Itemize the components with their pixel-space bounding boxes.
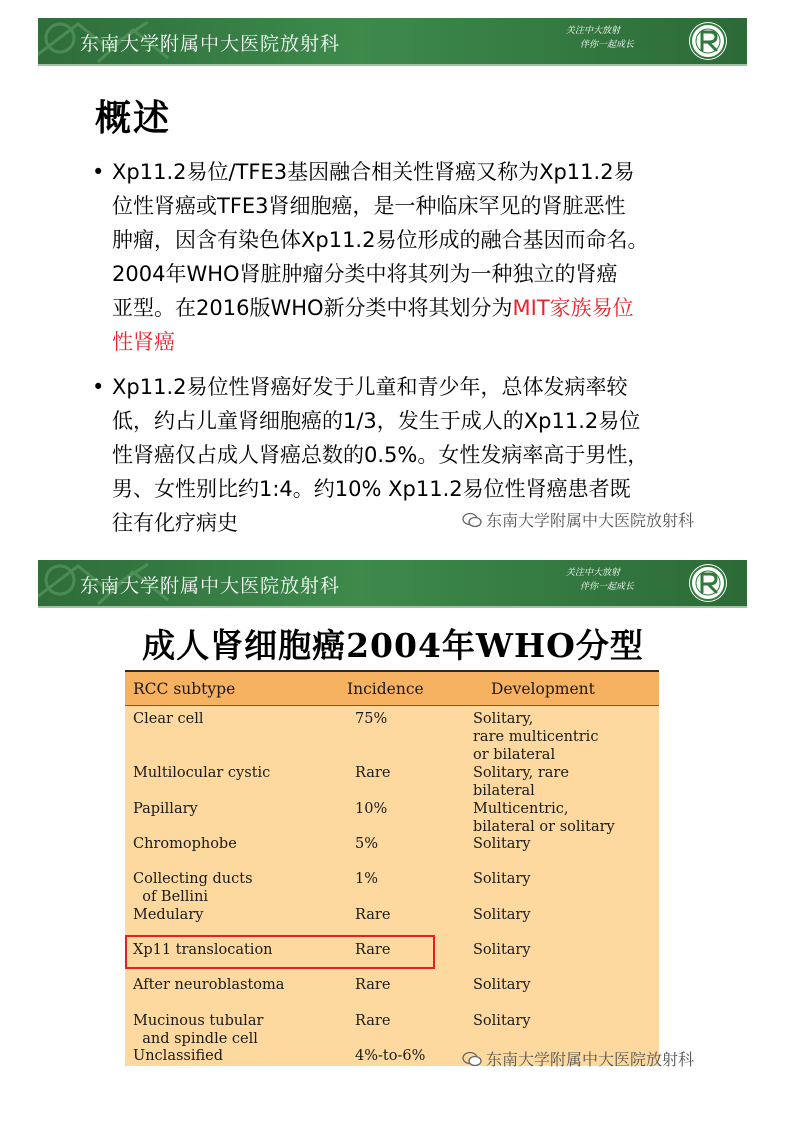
cell-line: 75% xyxy=(355,711,388,727)
header-underline xyxy=(38,606,747,608)
cell-line: Chromophobe xyxy=(133,836,237,852)
xp11-highlight-box xyxy=(125,935,435,969)
column-header: RCC subtype xyxy=(133,680,236,698)
cell-line: Rare xyxy=(355,977,391,993)
cell-development xyxy=(473,870,531,888)
header-institution: 东南大学附属中大医院放射科 xyxy=(80,575,341,597)
cell-line: Rare xyxy=(355,907,391,923)
cell-subtype xyxy=(133,906,203,924)
cell-subtype xyxy=(133,976,284,994)
text-line: 肿瘤，因含有染色体Xp11.2易位形成的融合基因而命名。 xyxy=(112,228,649,252)
slide2-header-bar xyxy=(38,560,747,606)
text-line: 2004年WHO肾脏肿瘤分类中将其列为一种独立的肾癌 xyxy=(112,262,618,286)
cell-development xyxy=(473,906,531,924)
column-header: Development xyxy=(491,680,595,698)
slogan-line1: 关注中大放射 xyxy=(566,26,621,36)
text-line: Xp11.2易位性肾癌好发于儿童和青少年，总体发病率较 xyxy=(112,375,628,399)
cell-line: Solitary xyxy=(473,907,531,923)
cell-development xyxy=(473,1012,531,1030)
highlight-text: 性肾癌 xyxy=(112,330,175,354)
cell-line: Solitary, rare xyxy=(473,765,569,781)
bullet-1 xyxy=(92,155,712,359)
slide1-title: 概述 xyxy=(95,98,172,139)
cell-line: After neuroblastoma xyxy=(133,977,285,993)
slogan-line2: 伴你一起成长 xyxy=(580,40,635,50)
cell-incidence xyxy=(355,835,378,853)
cell-line: bilateral xyxy=(473,783,535,799)
cell-line: Multicentric, xyxy=(473,801,569,817)
cell-subtype xyxy=(133,835,237,853)
wechat-icon xyxy=(462,1051,482,1067)
slogan-line2: 伴你一起成长 xyxy=(580,582,635,592)
cell-development xyxy=(473,976,531,994)
cell-incidence xyxy=(355,906,390,924)
cell-line: 1% xyxy=(355,871,379,887)
bullet-dot: • xyxy=(92,375,105,399)
bullet-1-text xyxy=(112,155,712,359)
cell-development xyxy=(473,941,531,959)
cell-line: Clear cell xyxy=(133,711,204,727)
watermark xyxy=(462,1047,694,1070)
watermark-text: 东南大学附属中大医院放射科 xyxy=(486,511,695,530)
bullet-dot: • xyxy=(92,160,105,184)
cell-line: Collecting ducts xyxy=(133,871,253,887)
text-line: 亚型。在2016版WHO新分类中将其划分为 xyxy=(112,296,513,320)
cell-incidence xyxy=(355,764,390,782)
cell-development xyxy=(473,710,598,764)
cell-line: Multilocular cystic xyxy=(133,765,271,781)
cell-incidence xyxy=(355,710,387,728)
rcc-subtype-table xyxy=(125,670,659,1066)
cell-line: Unclassified xyxy=(133,1048,224,1064)
header-slogan xyxy=(566,566,634,594)
cell-subtype xyxy=(133,800,198,818)
cell-line: Solitary, xyxy=(473,711,534,727)
cell-line: Solitary xyxy=(473,942,531,958)
header-institution: 东南大学附属中大医院放射科 xyxy=(80,33,341,55)
cell-line: and spindle cell xyxy=(133,1031,258,1047)
department-logo-icon xyxy=(688,21,728,61)
cell-subtype xyxy=(133,1047,223,1065)
cell-incidence xyxy=(355,1047,425,1065)
highlight-text: MIT家族易位 xyxy=(512,296,634,320)
text-line: Xp11.2易位/TFE3基因融合相关性肾癌又称为Xp11.2易 xyxy=(112,160,635,184)
cell-line: Rare xyxy=(355,1013,391,1029)
cell-line: rare multicentric xyxy=(473,729,599,745)
cell-line: Rare xyxy=(355,765,391,781)
cell-line: bilateral or solitary xyxy=(473,819,615,835)
watermark-text: 东南大学附属中大医院放射科 xyxy=(486,1050,695,1069)
text-line: 位性肾癌或TFE3肾细胞癌，是一种临床罕见的肾脏恶性 xyxy=(112,194,626,218)
cell-incidence xyxy=(355,1012,390,1030)
slide1-header-bar xyxy=(38,18,747,64)
cell-line: Xp11 translocation xyxy=(133,942,273,958)
cell-line: or bilateral xyxy=(473,747,556,763)
cell-line: 5% xyxy=(355,836,379,852)
department-logo-icon xyxy=(688,563,728,603)
cell-incidence xyxy=(355,870,378,888)
wechat-icon xyxy=(462,512,482,528)
header-underline xyxy=(38,64,747,66)
cell-line: of Bellini xyxy=(133,889,209,905)
cell-subtype xyxy=(133,710,203,728)
text-line: 性肾癌仅占成人肾癌总数的0.5%。女性发病率高于男性， xyxy=(112,443,649,467)
watermark xyxy=(462,508,694,531)
header-slogan xyxy=(566,24,634,52)
text-line: 往有化疗病史 xyxy=(112,511,238,535)
cell-incidence xyxy=(355,976,390,994)
cell-subtype xyxy=(133,1012,263,1048)
cell-line: Solitary xyxy=(473,977,531,993)
cell-line: 10% xyxy=(355,801,388,817)
cell-development xyxy=(473,800,615,836)
cell-subtype xyxy=(133,764,270,782)
text-line: 男、女性别比约1:4。约10% Xp11.2易位性肾癌患者既 xyxy=(112,477,631,501)
cell-line: 4%-to-6% xyxy=(355,1048,426,1064)
cell-development xyxy=(473,835,531,853)
text-line: 低，约占儿童肾细胞癌的1/3，发生于成人的Xp11.2易位 xyxy=(112,409,641,433)
cell-line: Medulary xyxy=(133,907,204,923)
cell-line: Mucinous tubular xyxy=(133,1013,264,1029)
slogan-line1: 关注中大放射 xyxy=(566,568,621,578)
cell-line: Rare xyxy=(355,942,391,958)
cell-line: Solitary xyxy=(473,836,531,852)
cell-subtype xyxy=(133,870,253,906)
cell-line: Solitary xyxy=(473,871,531,887)
cell-line: Papillary xyxy=(133,801,198,817)
cell-development xyxy=(473,764,569,800)
table-header xyxy=(125,670,659,706)
column-header: Incidence xyxy=(347,680,424,698)
cell-incidence xyxy=(355,800,387,818)
slide2-title: 成人肾细胞癌2004年WHO分型 xyxy=(142,626,644,665)
cell-line: Solitary xyxy=(473,1013,531,1029)
